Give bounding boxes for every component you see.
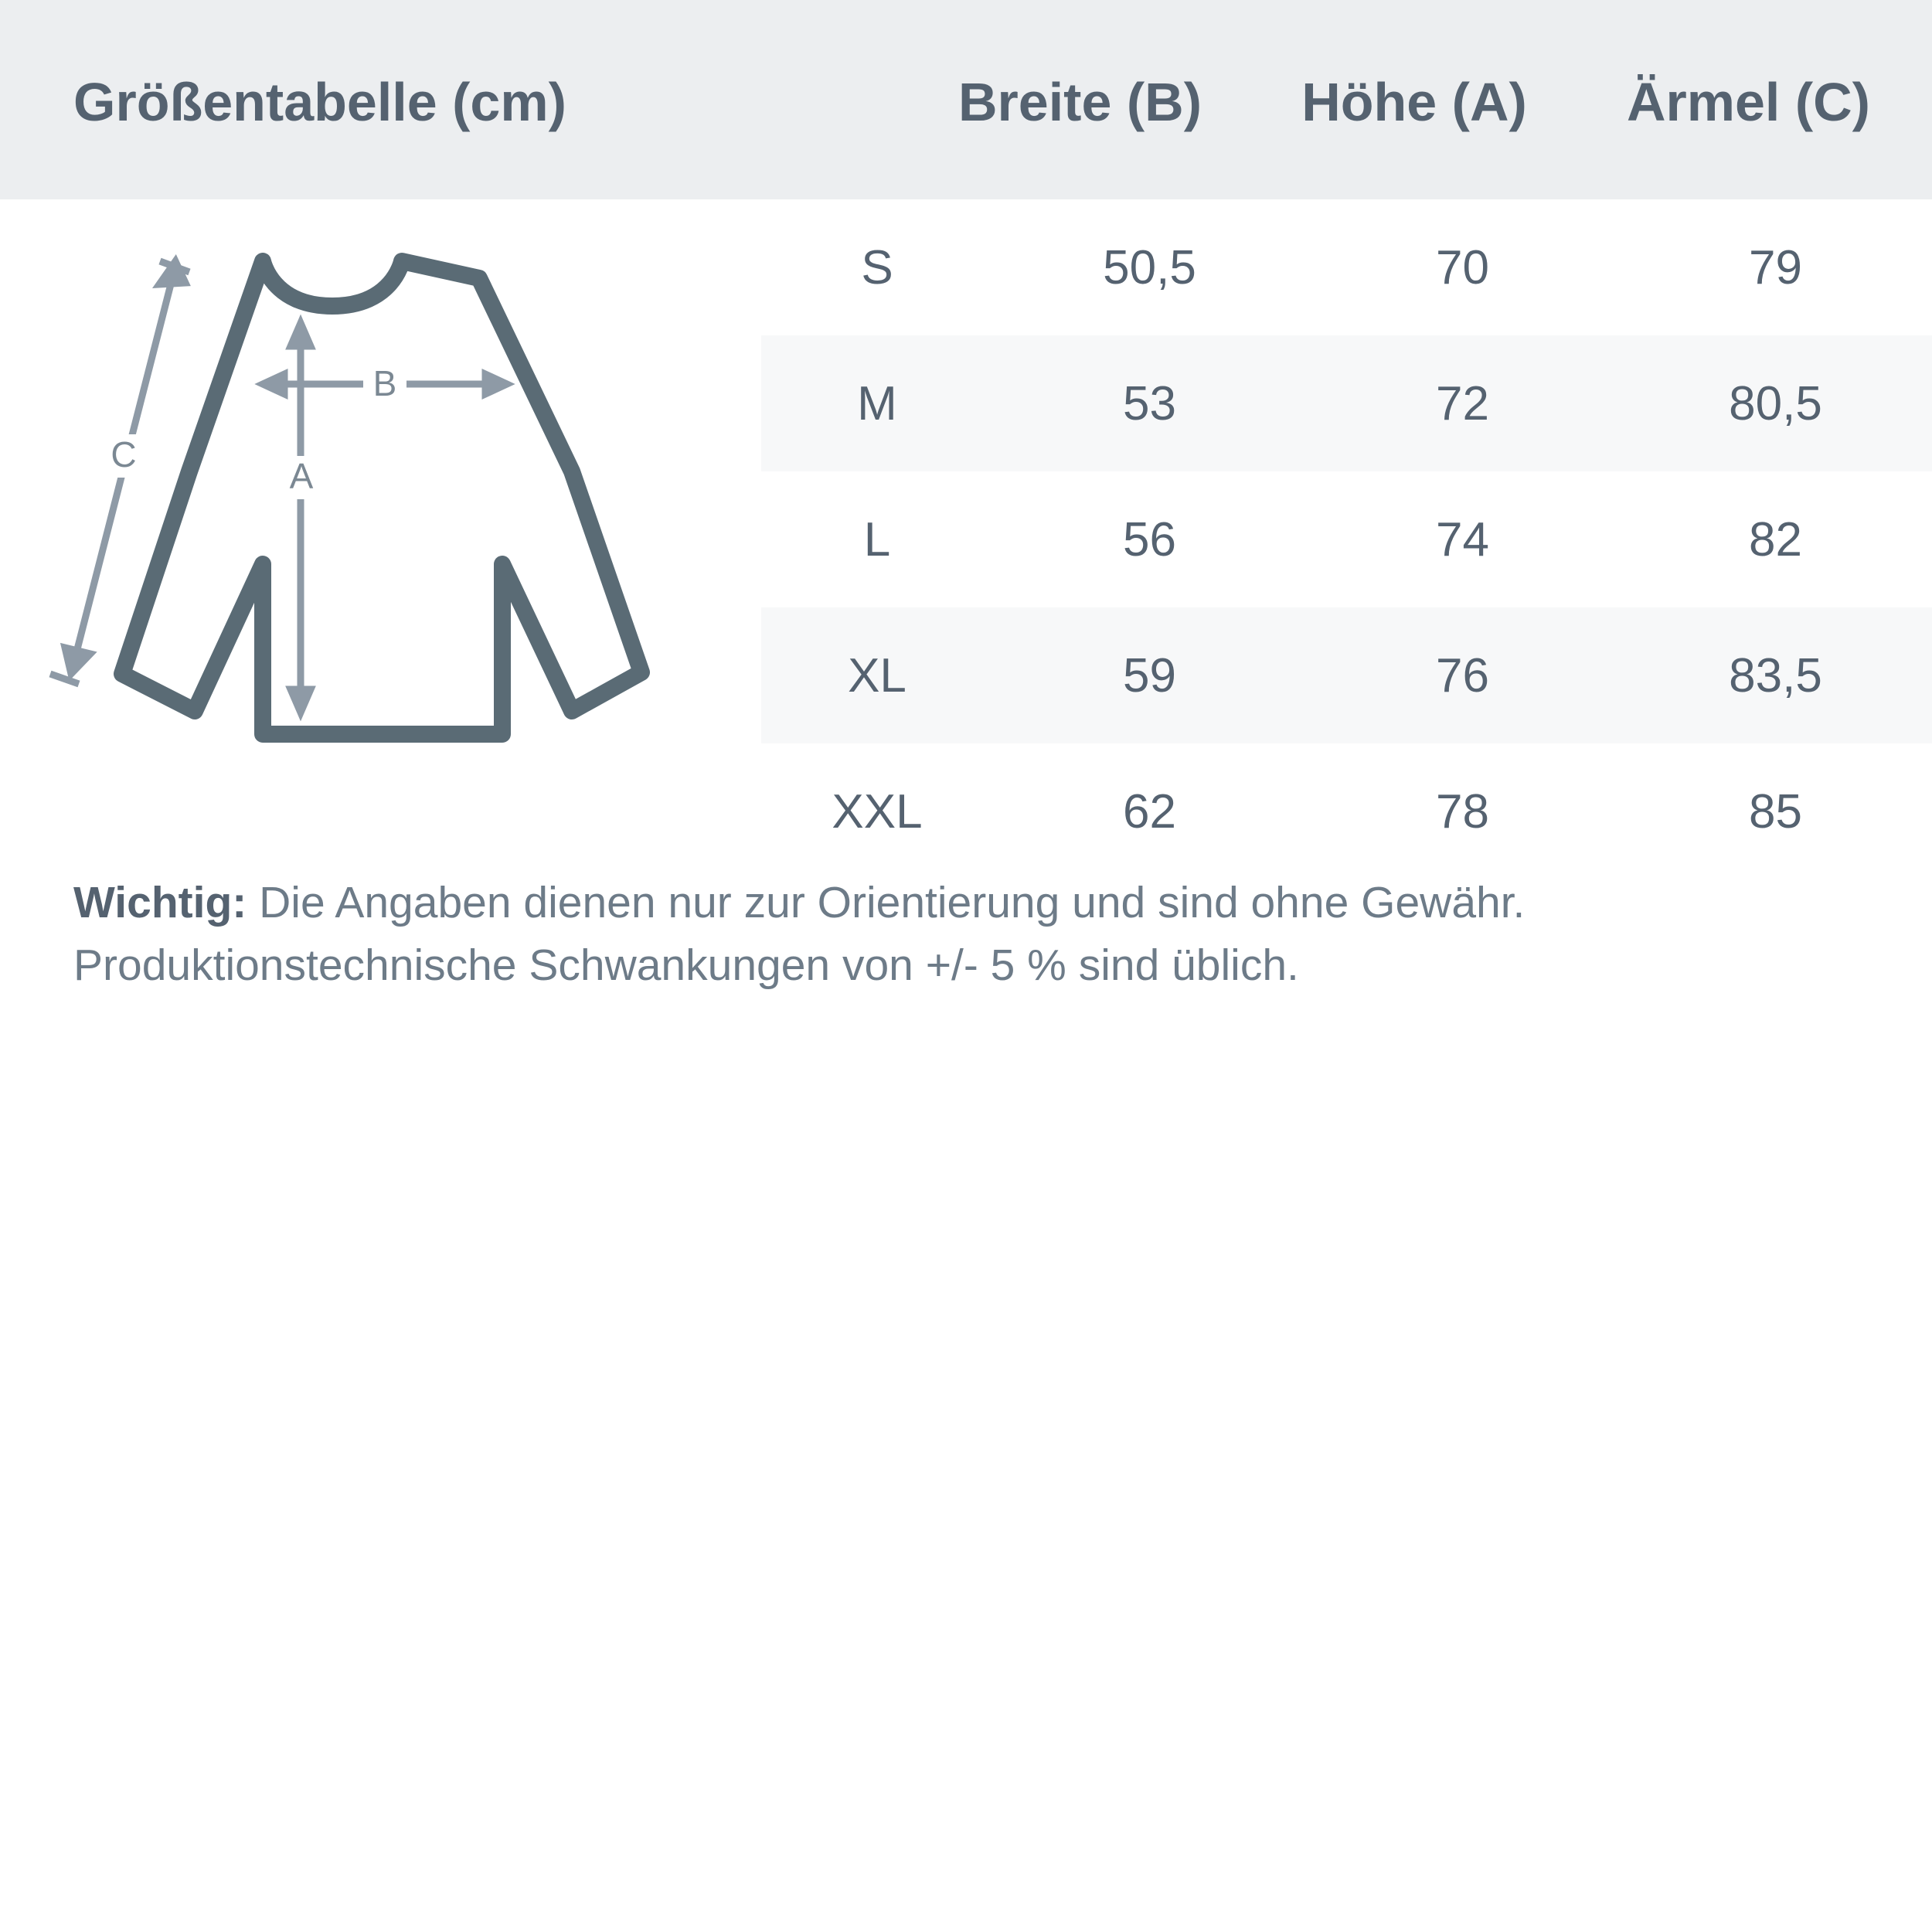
cell-hoehe: 76 — [1436, 648, 1489, 702]
label-b: B — [372, 363, 397, 403]
cell-aermel: 82 — [1749, 512, 1802, 566]
cell-hoehe: 78 — [1436, 784, 1489, 838]
cell-aermel: 80,5 — [1729, 376, 1822, 430]
table-row — [761, 471, 1932, 607]
cell-breite: 59 — [1123, 648, 1176, 702]
cell-breite: 56 — [1123, 512, 1176, 566]
disclaimer-label: Wichtig: — [73, 878, 247, 927]
longsleeve-shirt-diagram — [31, 232, 765, 804]
cell-size: XL — [848, 648, 906, 702]
garment-illustration — [31, 232, 765, 804]
table-row — [761, 335, 1932, 471]
size-table — [761, 199, 1932, 879]
cell-aermel: 83,5 — [1729, 648, 1822, 702]
disclaimer-text: Die Angaben dienen nur zur Orientierung und sind ohne Gewähr. Produktionstechnische Schwankungen von +/- 5 % sind üblich. — [73, 878, 1526, 990]
table-row — [761, 607, 1932, 743]
cell-size: S — [861, 240, 893, 294]
cell-hoehe: 74 — [1436, 512, 1489, 566]
label-c: C — [111, 434, 137, 474]
cell-breite: 62 — [1123, 784, 1176, 838]
column-header-hoehe: Höhe (A) — [1301, 72, 1527, 132]
cell-aermel: 79 — [1749, 240, 1802, 294]
cell-breite: 50,5 — [1103, 240, 1196, 294]
shirt-outline-icon — [122, 261, 641, 734]
column-header-breite: Breite (B) — [958, 72, 1202, 132]
cell-aermel: 85 — [1749, 784, 1802, 838]
disclaimer — [73, 872, 1874, 997]
cell-size: XXL — [832, 784, 923, 838]
cell-breite: 53 — [1123, 376, 1176, 430]
cell-size: L — [863, 512, 891, 566]
label-a: A — [289, 456, 314, 496]
cell-hoehe: 72 — [1436, 376, 1489, 430]
column-header-aermel: Ärmel (C) — [1626, 72, 1870, 132]
table-row — [761, 743, 1932, 879]
column-headers — [958, 71, 1870, 133]
table-header-band — [0, 0, 1932, 199]
page-title: Größentabelle (cm) — [73, 72, 566, 132]
cell-size: M — [857, 376, 897, 430]
table-row — [761, 199, 1932, 335]
cell-hoehe: 70 — [1436, 240, 1489, 294]
